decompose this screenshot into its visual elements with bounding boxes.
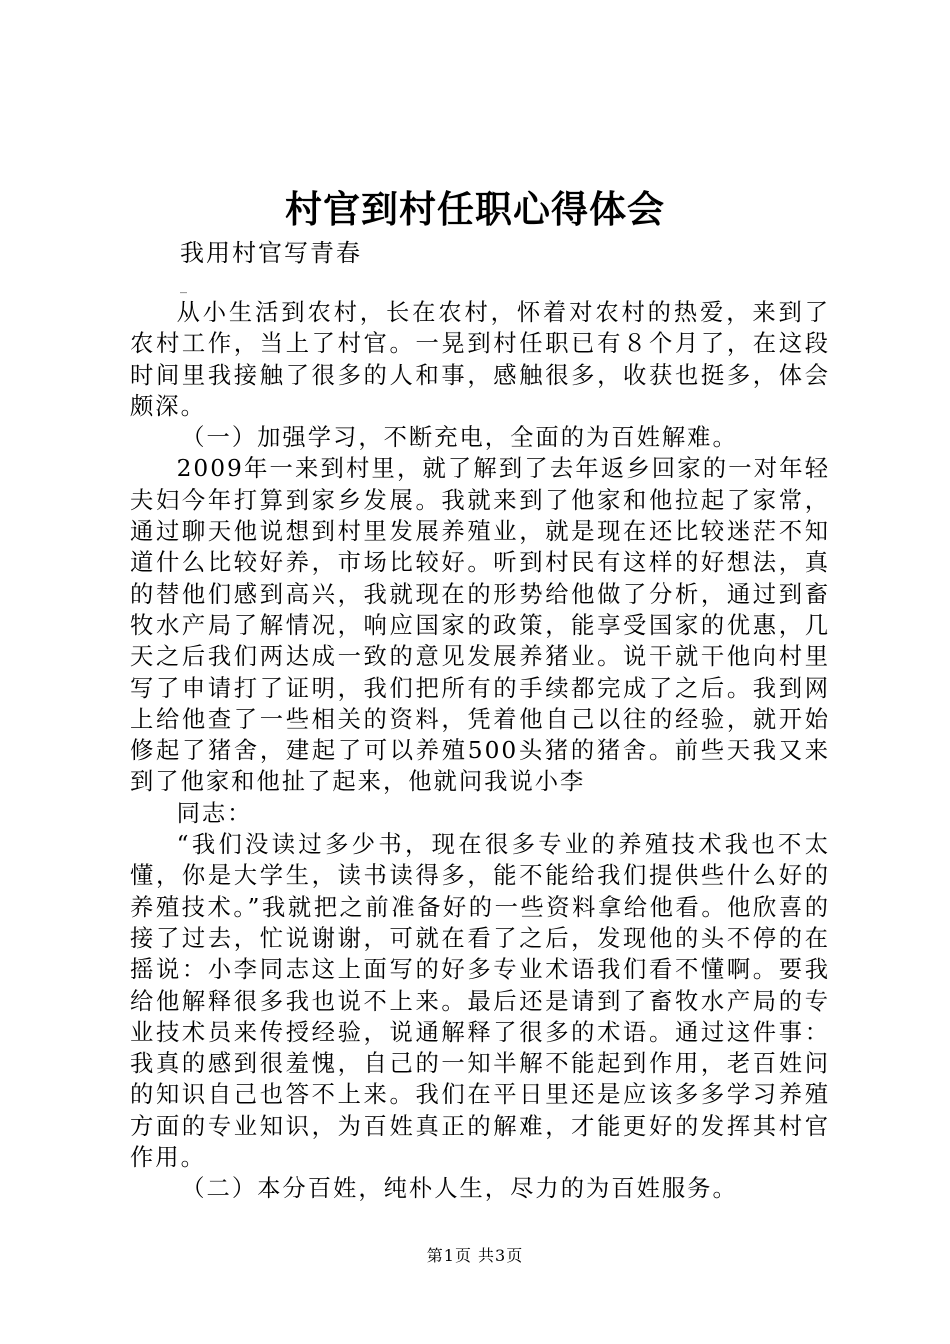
- paragraph-quote: “我们没读过多少书，现在很多专业的养殖技术我也不太懂，你是大学生，读书读得多，能不能给我们提供些什么好的养殖技术。”我就把之前准备好的一些资料拿给他看。他欣喜的接了过去，忙说谢谢，可就在看了之后，发现他的头不停的在摇说：小李同志这上面写的好多专业术语我们看不懂啊。要我给他解释很多我也说不上来。最后还是请到了畜牧水产局的专业技术员来传授经验，说通解释了很多的术语。通过这件事：我真的感到很羞愧，自己的一知半解不能起到作用，老百姓问的知识自己也答不上来。我们在平日里还是应该多多学习养殖方面的专业知识，为百姓真正的解难，才能更好的发挥其村官作用。: [130, 831, 830, 1172]
- page-footer: 第1页 共3页: [426, 1246, 524, 1265]
- underscore-marker: _: [180, 278, 187, 294]
- paragraph-story: 2009年一来到村里，就了解到了去年返乡回家的一对年轻夫妇今年打算到家乡发展。我就来到了他家和他拉起了家常，通过聊天他说想到村里发展养殖业，就是现在还比较迷茫不知道什么比较好养，市场比较好。听到村民有这样的好想法，真的替他们感到高兴，我就现在的形势给他做了分析，通过到畜牧水产局了解情况，响应国家的政策，能享受国家的优惠，几天之后我们两达成一致的意见发展养猪业。说干就干他向村里写了申请打了证明，我们把所有的手续都完成了之后。我到网上给他查了一些相关的资料，凭着他自己以往的经验，就开始修起了猪舍，建起了可以养殖500头猪的猪舍。前些天我又来到了他家和他扯了起来，他就问我说小李: [130, 455, 830, 796]
- section-heading-2: （二）本分百姓，纯朴人生，尽力的为百姓服务。: [181, 1175, 738, 1203]
- paragraph-greeting: 同志：: [176, 799, 253, 827]
- section-heading-1: （一）加强学习，不断充电，全面的为百姓解难。: [181, 424, 738, 452]
- paragraph-intro: 从小生活到农村，长在农村，怀着对农村的热爱，来到了农村工作，当上了村官。一晃到村任职已有８个月了，在这段时间里我接触了很多的人和事，感触很多，收获也挺多，体会颇深。: [130, 299, 830, 420]
- document-body: [130, 297, 830, 1205]
- document-title: 村官到村任职心得体会: [285, 188, 665, 231]
- document-subtitle: 我用村官写青春: [180, 239, 362, 267]
